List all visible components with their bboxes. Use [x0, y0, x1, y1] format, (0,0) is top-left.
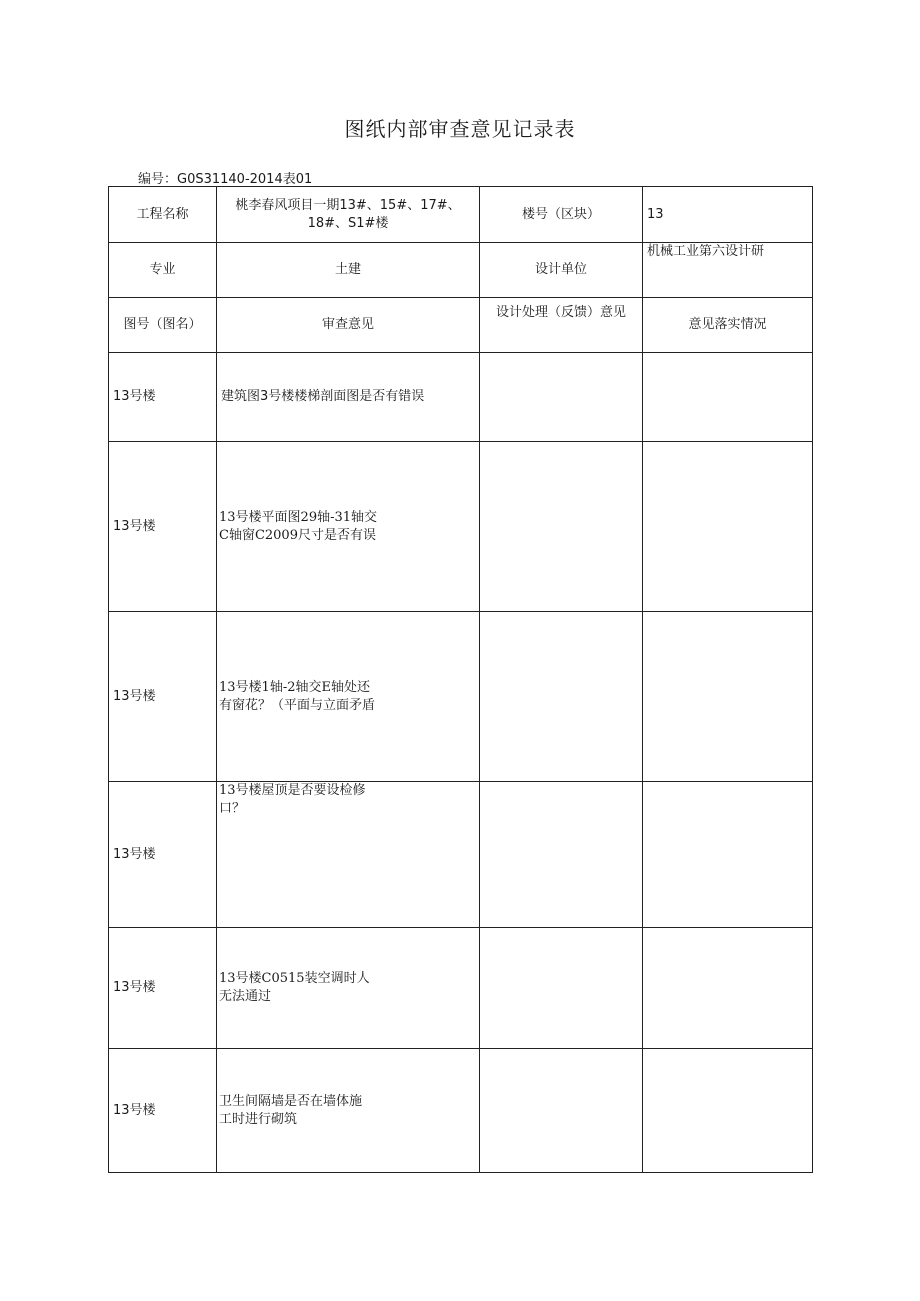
row-opinion [217, 612, 480, 782]
project-name-line1: 桃李春风项目一期13#、15#、17#、 [235, 197, 461, 213]
opinion-line1: 13号楼C0515装空调时人 [219, 971, 370, 987]
row-drawing: 13号楼 [109, 442, 217, 612]
opinion-line2: 工时进行砌筑 [219, 1111, 298, 1127]
col-drawing-header: 图号（图名） [109, 298, 217, 353]
opinion-line1: 13号楼1轴-2轴交E轴处还 [219, 679, 370, 695]
row-opinion [217, 442, 480, 612]
row-feedback [480, 1049, 643, 1173]
table-row [109, 442, 813, 612]
row-feedback [480, 353, 643, 442]
row-feedback [480, 928, 643, 1049]
opinion-line1: 13号楼屋顶是否要设检修 [219, 783, 366, 798]
opinion-line2: 无法通过 [219, 989, 272, 1004]
design-unit-value: 机械工业第六设计研 [643, 243, 813, 298]
opinion-line2: 有窗花？（平面与立面矛盾 [219, 697, 376, 713]
row-implementation [643, 928, 813, 1049]
row-opinion [217, 782, 480, 928]
opinion-line1: 卫生间隔墙是否在墙体施 [219, 1093, 363, 1109]
project-name-label: 工程名称 [109, 187, 217, 243]
column-header-row [109, 298, 813, 353]
table-row [109, 612, 813, 782]
row-feedback [480, 612, 643, 782]
row-drawing: 13号楼 [109, 928, 217, 1049]
document-number: 编号：G0S31140-2014表01 [138, 172, 313, 187]
building-value: 13 [643, 187, 813, 243]
row-feedback [480, 442, 643, 612]
row-implementation [643, 612, 813, 782]
row-implementation [643, 353, 813, 442]
opinion-line2: C轴窗C2009尺寸是否有误 [219, 527, 376, 543]
table-row [109, 782, 813, 928]
row-implementation [643, 1049, 813, 1173]
col-feedback-header: 设计处理（反馈）意见 [480, 298, 643, 353]
table-row [109, 928, 813, 1049]
discipline-label: 专业 [109, 243, 217, 298]
row-feedback [480, 782, 643, 928]
col-implementation-header: 意见落实情况 [643, 298, 813, 353]
header-row-discipline [109, 243, 813, 298]
project-name-value [217, 187, 480, 243]
row-opinion [217, 928, 480, 1049]
row-drawing: 13号楼 [109, 1049, 217, 1173]
opinion-line1: 13号楼平面图29轴-31轴交 [219, 509, 378, 525]
row-implementation [643, 782, 813, 928]
table-row [109, 1049, 813, 1173]
design-unit-label: 设计单位 [480, 243, 643, 298]
row-drawing: 13号楼 [109, 782, 217, 928]
header-row-project [109, 187, 813, 243]
table-row [109, 353, 813, 442]
project-name-line2: 18#、S1#楼 [307, 215, 389, 231]
row-opinion [217, 1049, 480, 1173]
review-record-table [108, 186, 813, 1173]
row-implementation [643, 442, 813, 612]
row-drawing: 13号楼 [109, 612, 217, 782]
page-title: 图纸内部审查意见记录表 [344, 117, 576, 141]
row-drawing: 13号楼 [109, 353, 217, 442]
col-opinion-header: 审查意见 [217, 298, 480, 353]
discipline-value: 土建 [217, 243, 480, 298]
opinion-line2: 口？ [219, 800, 246, 816]
building-label: 楼号（区块） [480, 187, 643, 243]
row-opinion: 建筑图3号楼楼梯剖面图是否有错误 [217, 353, 480, 442]
